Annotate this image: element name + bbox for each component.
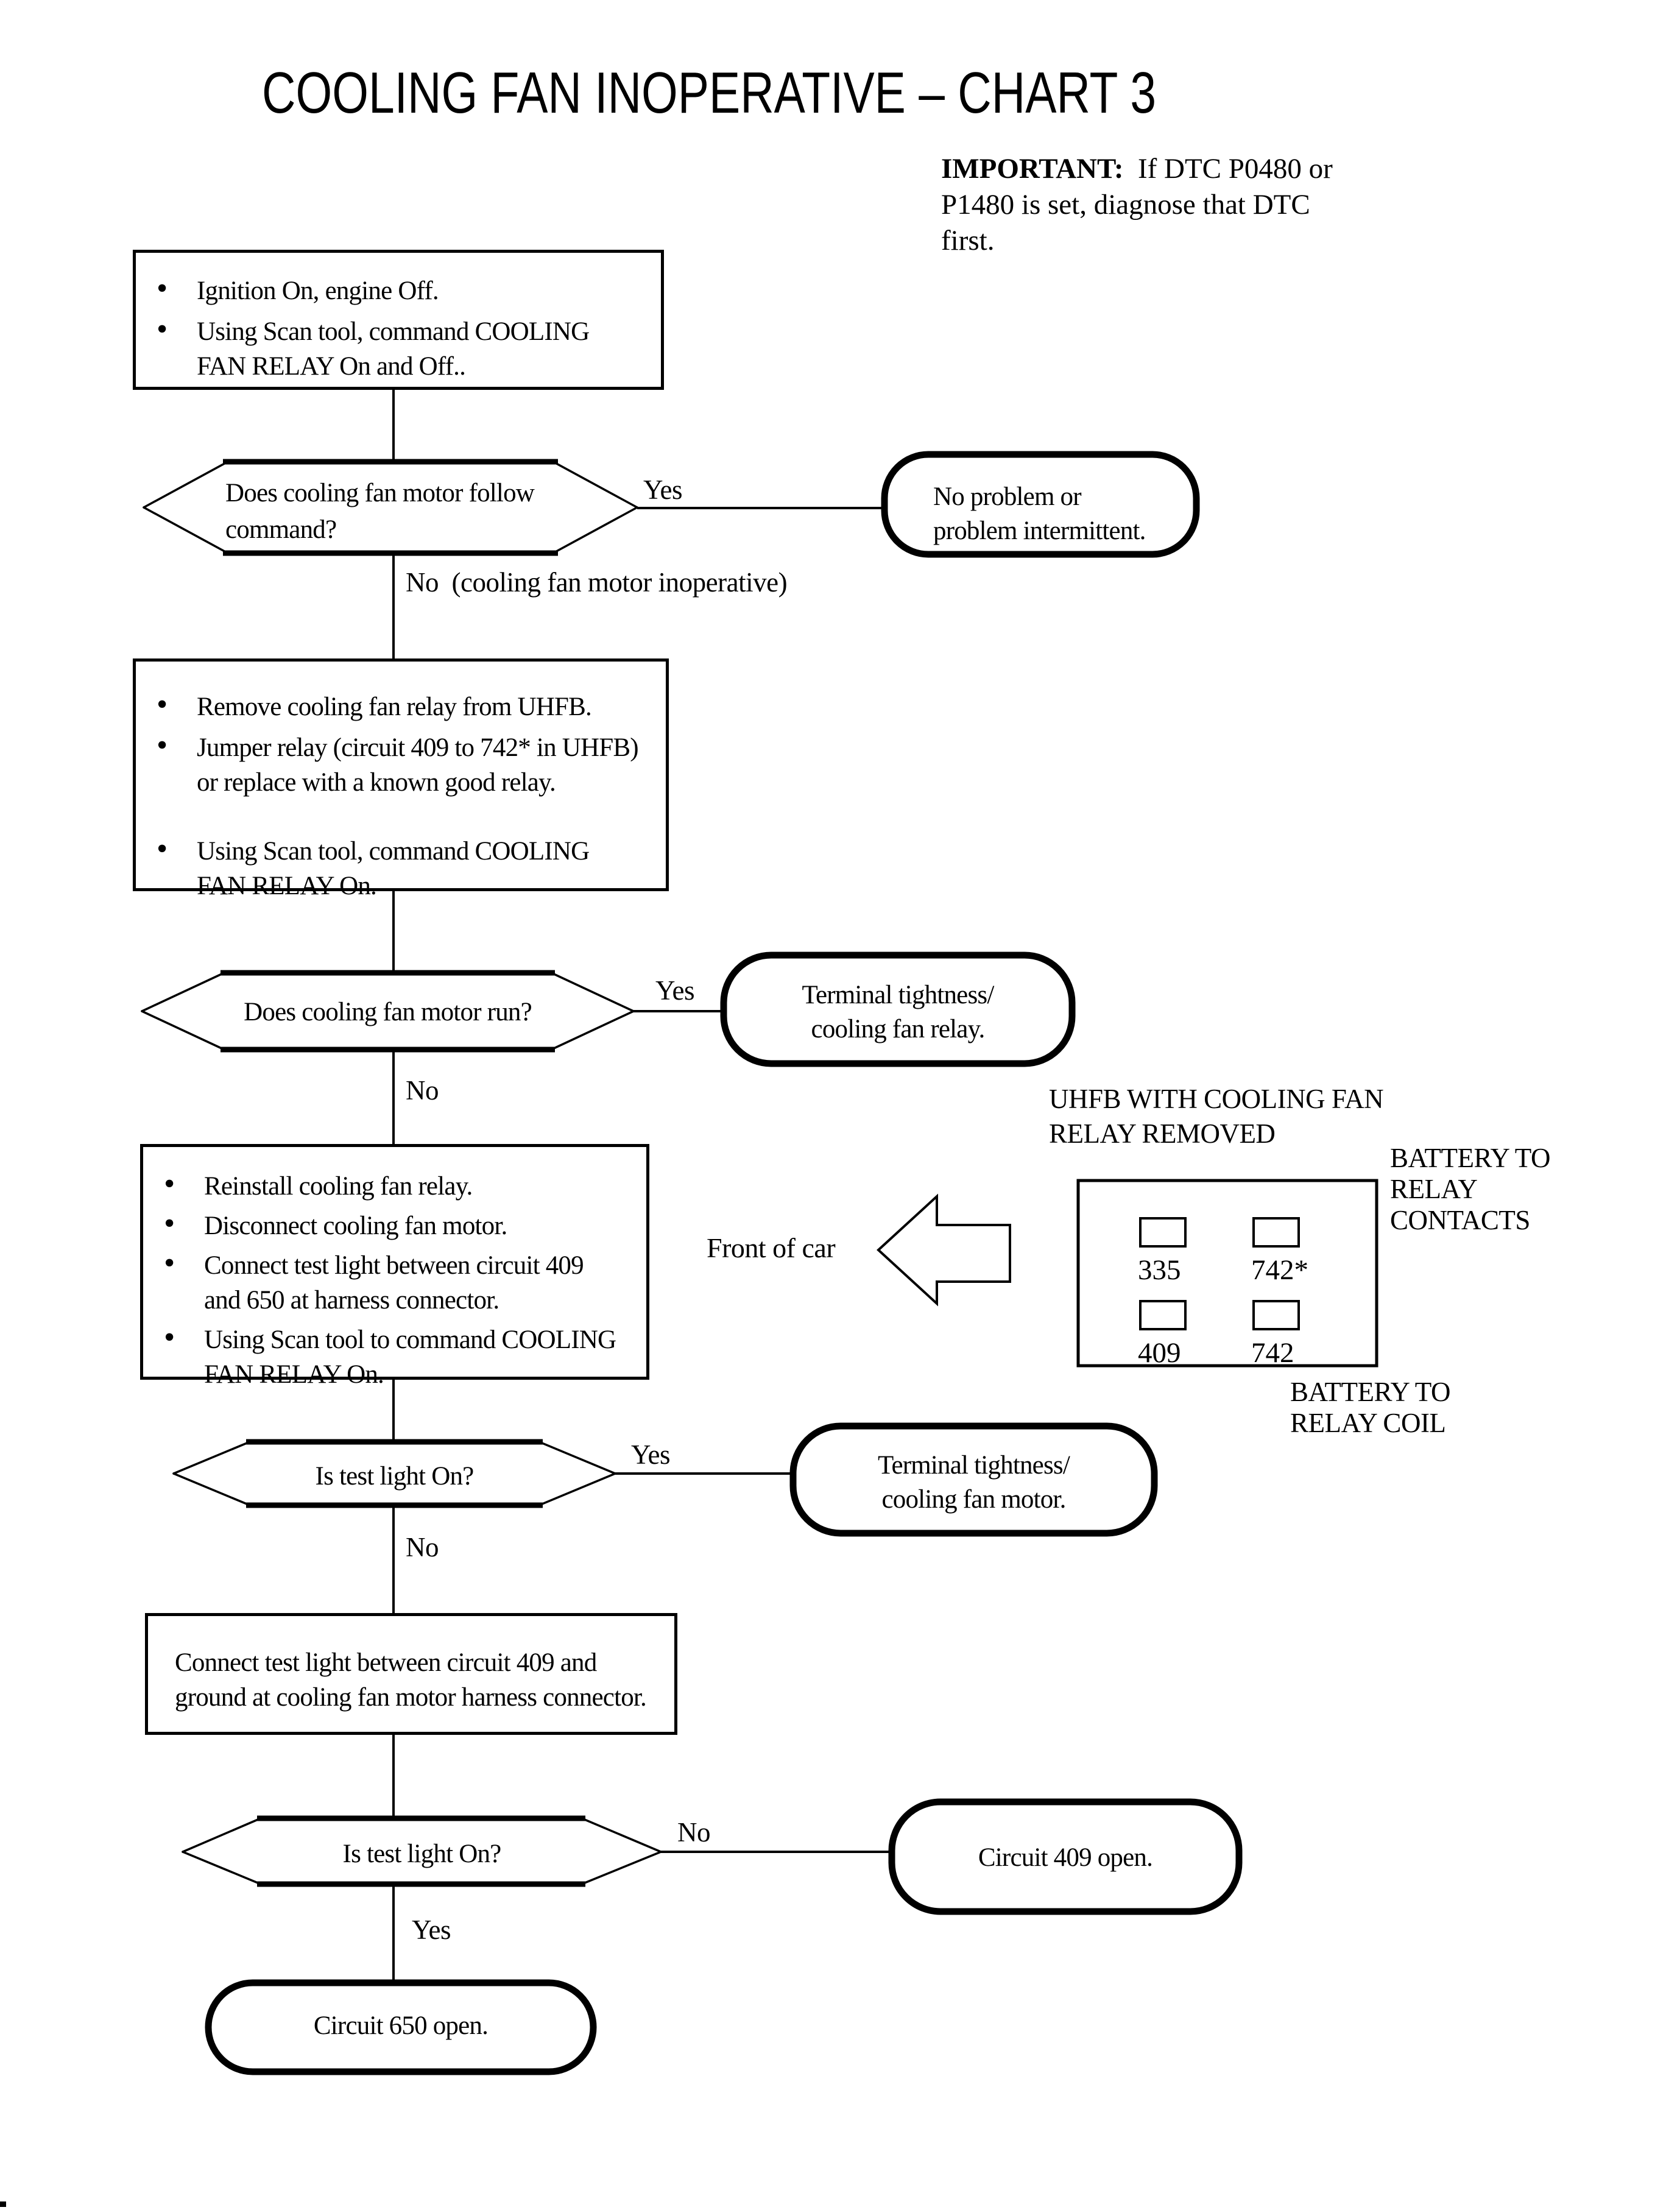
yes-label-3: Yes xyxy=(631,1439,670,1470)
outcome-circuit-650-open: Circuit 650 open. xyxy=(313,2011,489,2040)
terminal-label-742: 742 xyxy=(1251,1337,1294,1369)
decision-question-3: Is test light On? xyxy=(315,1462,474,1491)
outcome-terminal-tightness-relay: Terminal tightness/ cooling fan relay. xyxy=(802,981,994,1043)
yes-label-4: Yes xyxy=(412,1915,451,1945)
process-box-1 xyxy=(133,250,664,390)
front-of-car-label: Front of car xyxy=(707,1232,836,1263)
no-label-4: No xyxy=(677,1817,710,1848)
terminal-label-409: 409 xyxy=(1138,1337,1181,1369)
list-item: • Using Scan tool, command COOLING FAN RELAY On and Off.. xyxy=(136,314,661,384)
terminal-square-409 xyxy=(1140,1301,1185,1329)
terminal-label-742-star: 742* xyxy=(1251,1254,1308,1286)
list-item: • Reinstall cooling fan relay. xyxy=(143,1169,646,1204)
page-title: COOLING FAN INOPERATIVE – CHART 3 xyxy=(262,60,1157,125)
uhfb-outline xyxy=(1078,1181,1377,1366)
important-line-2: P1480 is set, diagnose that DTC xyxy=(941,189,1310,221)
list-item: • Jumper relay (circuit 409 to 742* in UHFB) or replace with a known good relay. xyxy=(136,730,666,800)
yes-label-1: Yes xyxy=(643,475,682,505)
process-box-2 xyxy=(133,658,669,900)
decision-question-1: Does cooling fan motor follow command? xyxy=(225,479,535,544)
important-label: IMPORTANT: xyxy=(941,153,1124,185)
outcome-no-problem: No problem or problem intermittent. xyxy=(933,482,1146,545)
important-line-1 xyxy=(941,151,1333,187)
important-line-3: first. xyxy=(941,225,995,256)
list-item: • Using Scan tool, command COOLING FAN RELAY On. xyxy=(136,834,666,903)
terminal-square-742 xyxy=(1254,1301,1299,1329)
terminal-label-335: 335 xyxy=(1138,1254,1181,1286)
scan-artifact-dot xyxy=(0,2201,6,2207)
uhfb-box xyxy=(1078,1181,1377,1366)
front-of-car-arrow-icon xyxy=(878,1196,1010,1304)
no-label-3: No xyxy=(406,1532,439,1562)
outcome-circuit-409-open: Circuit 409 open. xyxy=(978,1843,1153,1872)
decision-question-2: Does cooling fan motor run? xyxy=(244,998,532,1026)
outcome-terminal-tightness-motor: Terminal tightness/ cooling fan motor. xyxy=(878,1451,1070,1514)
list-item: • Remove cooling fan relay from UHFB. xyxy=(136,690,666,724)
uhfb-caption: UHFB WITH COOLING FAN RELAY REMOVED xyxy=(1049,1084,1384,1149)
no-label-2: No xyxy=(406,1075,439,1106)
important-note xyxy=(941,151,1333,259)
list-item: • Ignition On, engine Off. xyxy=(136,274,661,308)
battery-coil-label: BATTERY TO RELAY COIL xyxy=(1290,1377,1450,1438)
terminal-square-742s xyxy=(1254,1218,1299,1246)
terminal-square-335 xyxy=(1140,1218,1185,1246)
no-label-1: No (cooling fan motor inoperative) xyxy=(406,567,788,598)
battery-contacts-label: BATTERY TO RELAY CONTACTS xyxy=(1390,1143,1550,1235)
process-box-4: Connect test light between circuit 409 and ground at cooling fan motor harness connector. xyxy=(145,1613,677,1735)
important-line-1-rest: If DTC P0480 or xyxy=(1123,153,1333,185)
list-item: • Using Scan tool to command COOLING FAN RELAY On. xyxy=(143,1322,646,1392)
list-item: • Connect test light between circuit 409 and 650 at harness connector. xyxy=(143,1248,646,1318)
list-item: • Disconnect cooling fan motor. xyxy=(143,1209,646,1243)
yes-label-2: Yes xyxy=(655,975,694,1006)
process-box-3 xyxy=(140,1144,649,1389)
decision-question-4: Is test light On? xyxy=(342,1840,501,1868)
